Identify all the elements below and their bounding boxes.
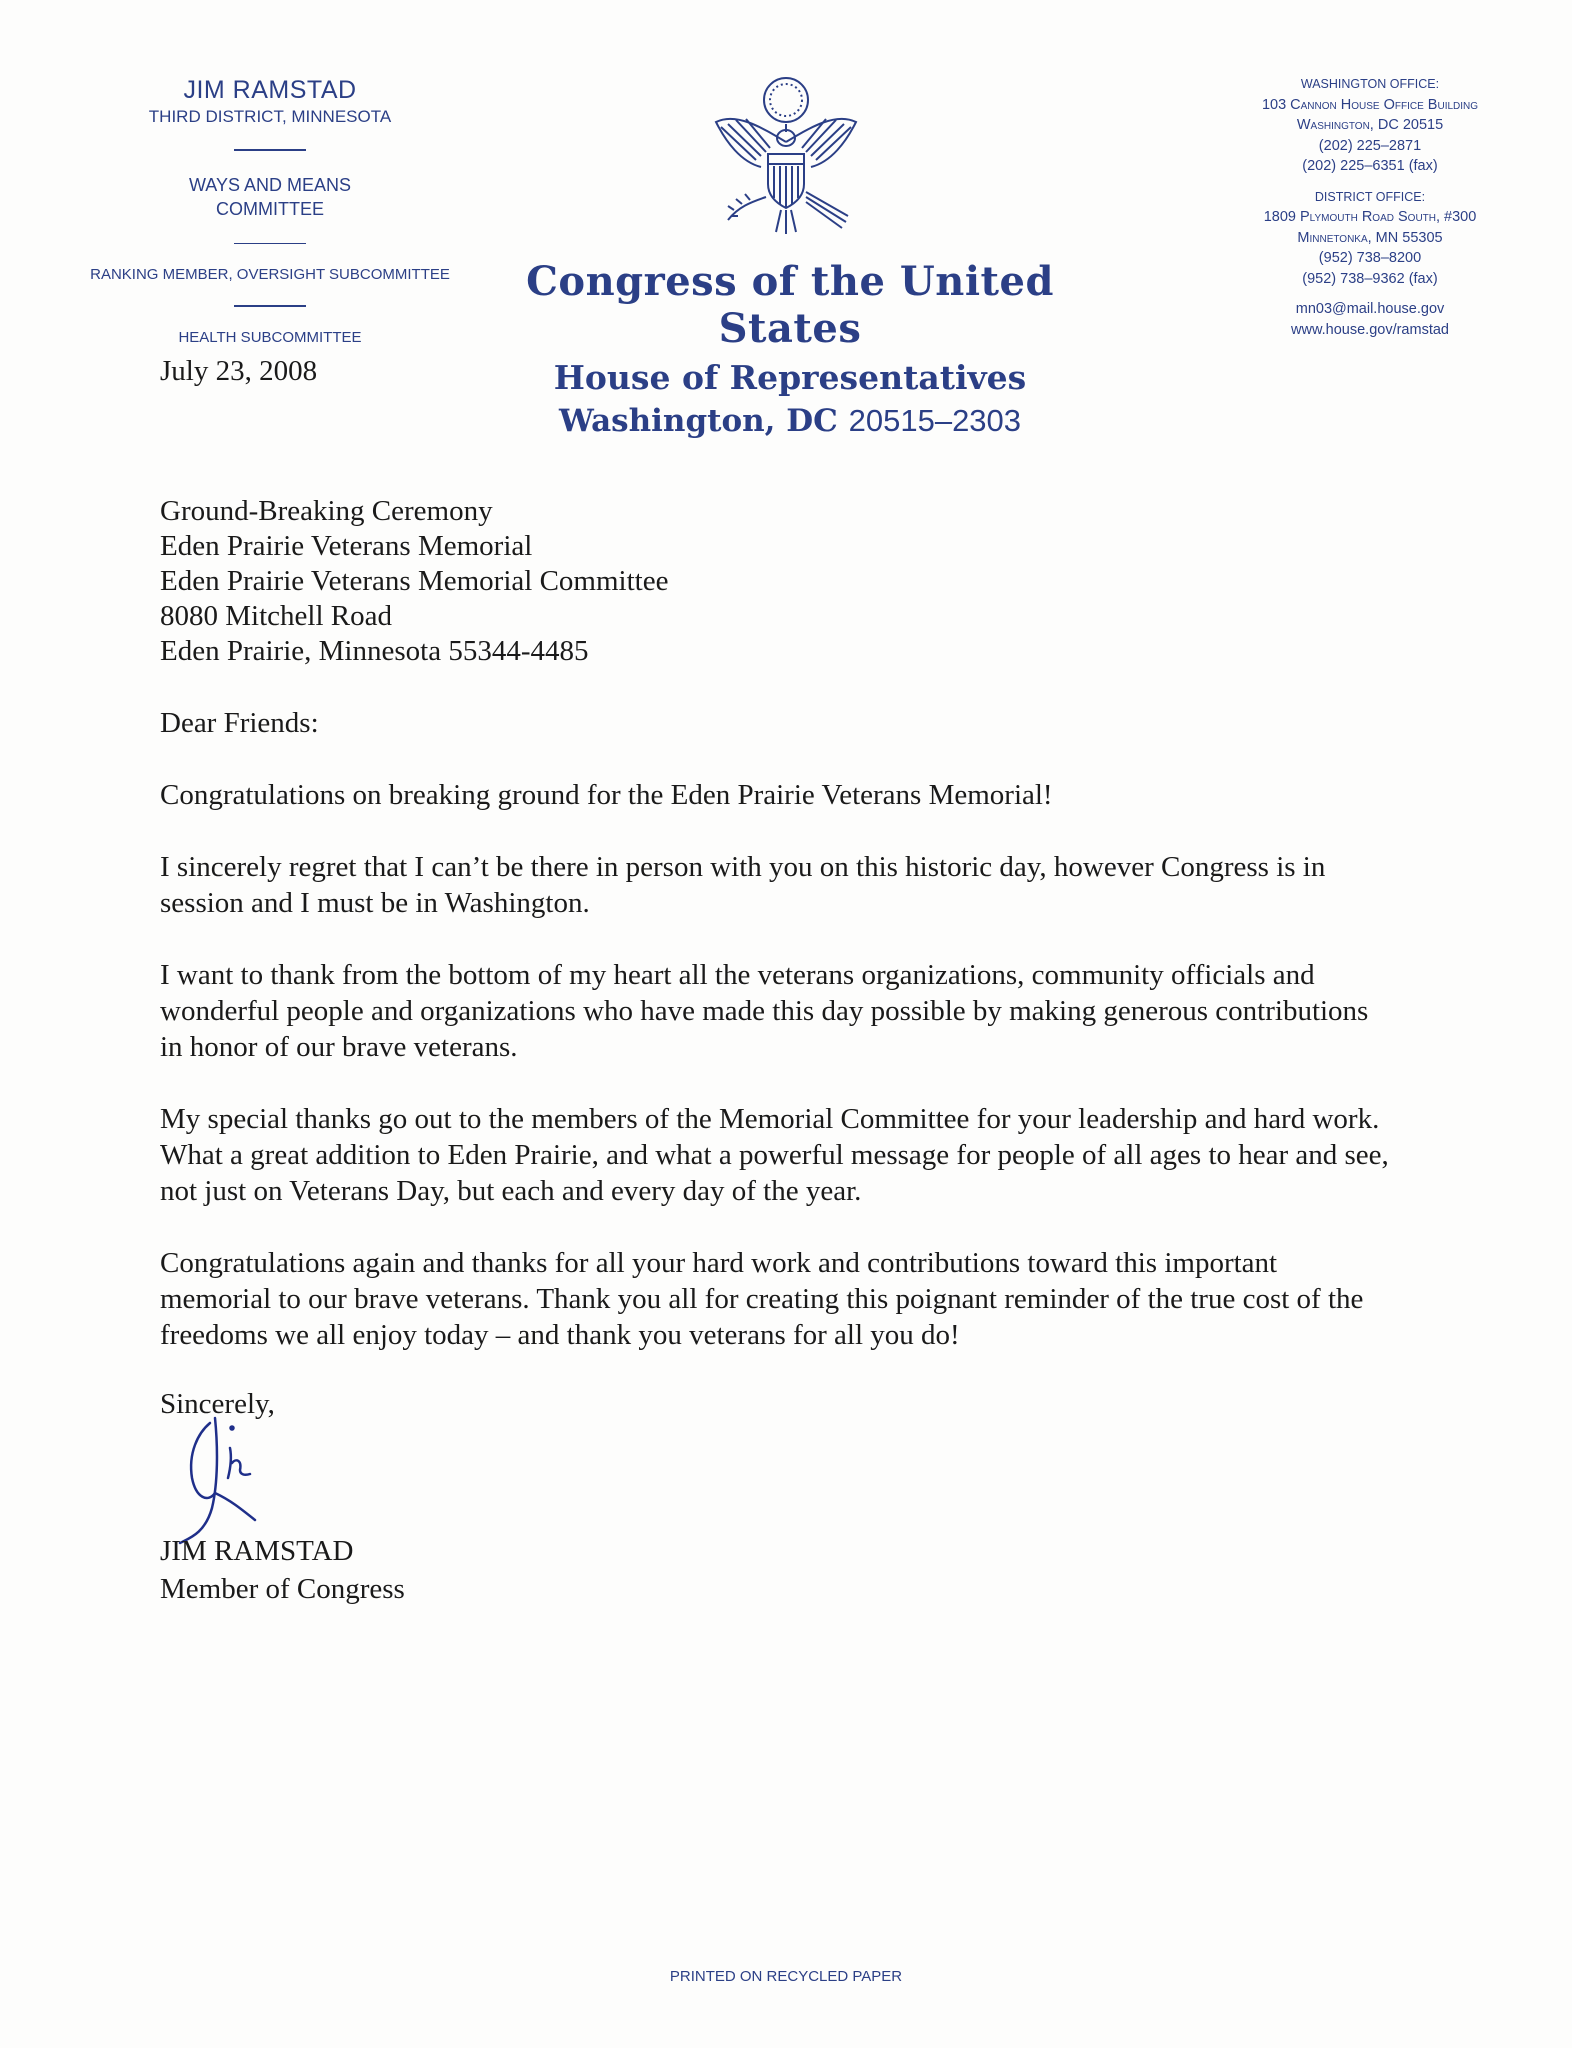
district-address-line: 1809 Plymouth Road South, #300: [1263, 209, 1477, 225]
district-address-line: Minnetonka, MN 55305: [1297, 229, 1443, 246]
district-office-label: DISTRICT OFFICE:: [1314, 189, 1426, 204]
signer-block: [160, 1532, 405, 1608]
address-line: Eden Prairie Veterans Memorial Committee: [160, 565, 669, 597]
title-city: Washington, DC: [558, 403, 838, 439]
district-fax: (952) 738–9362 (fax): [1302, 270, 1438, 287]
body-paragraph: I want to thank from the bottom of my heart all the veterans organizations, community officials and wonderful people and organizations who have made this day possible by making generous contributions in honor of our brave veterans.: [160, 959, 1369, 1063]
recipient-address: [160, 494, 1390, 669]
health-subcommittee: HEALTH SUBCOMMITTEE: [178, 328, 362, 346]
website-url: www.house.gov/ramstad: [1291, 321, 1449, 338]
letter-body: [160, 494, 1390, 1353]
district-phone: (952) 738–8200: [1318, 250, 1422, 266]
letterhead-right-column: [1200, 74, 1540, 340]
washington-address-line: 103 Cannon House Office Building: [1261, 96, 1479, 113]
address-line: Ground-Breaking Ceremony: [160, 495, 493, 527]
representative-name: JIM RAMSTAD: [183, 76, 357, 104]
committee-name: [180, 173, 360, 221]
divider: [234, 305, 306, 307]
body-paragraph: I sincerely regret that I can’t be there in person with you on this historic day, however Congress is in session and I must be in Washington.: [160, 851, 1326, 919]
email-address: mn03@mail.house.gov: [1295, 301, 1445, 317]
divider: [234, 243, 306, 245]
washington-fax: (202) 225–6351 (fax): [1302, 158, 1438, 174]
signature: [170, 1408, 320, 1548]
body-paragraph: Congratulations on breaking ground for the Eden Prairie Veterans Memorial!: [160, 779, 1053, 811]
body-paragraph: My special thanks go out to the members of the Memorial Committee for your leadership and hard work. What a great addition to Eden Prairie, and what a powerful message for people of all ages to hear and see, not just on Veterans Day, but each and every day of the year.: [160, 1103, 1389, 1207]
committee-label: WAYS AND MEANS COMMITTEE: [188, 174, 352, 219]
title-zip: 20515–2303: [848, 403, 1022, 438]
salutation: Dear Friends:: [160, 707, 319, 739]
congress-title: [470, 258, 1110, 439]
recycled-paper-footer: PRINTED ON RECYCLED PAPER: [669, 1968, 903, 1985]
representative-district: THIRD DISTRICT, MINNESOTA: [148, 107, 392, 126]
title-house: House of Representatives: [553, 358, 1027, 397]
address-line: Eden Prairie Veterans Memorial: [160, 530, 533, 562]
divider: [234, 149, 306, 151]
great-seal-eagle-icon: [706, 72, 866, 242]
address-line: Eden Prairie, Minnesota 55344-4485: [160, 635, 589, 667]
signer-name: JIM RAMSTAD: [160, 1535, 354, 1567]
title-congress: Congress of the United States: [526, 258, 1054, 352]
washington-office-label: WASHINGTON OFFICE:: [1300, 77, 1440, 91]
signer-title: Member of Congress: [160, 1573, 405, 1605]
washington-phone: (202) 225–2871: [1318, 137, 1422, 154]
title-address: [470, 403, 1110, 439]
washington-address-line: Washington, DC 20515: [1296, 117, 1444, 133]
letterhead-left-column: [60, 72, 480, 346]
address-line: 8080 Mitchell Road: [160, 600, 392, 632]
ranking-subcommittee: RANKING MEMBER, OVERSIGHT SUBCOMMITTEE: [90, 266, 450, 283]
body-paragraph: Congratulations again and thanks for all your hard work and contributions toward this important memorial to our brave veterans. Thank you all for creating this poignant reminder of the true cost of the freedoms we all enjoy today – and thank you veterans for all you do!: [160, 1247, 1364, 1351]
letter-date: July 23, 2008: [160, 355, 318, 387]
closing: Sincerely,: [160, 1388, 275, 1420]
